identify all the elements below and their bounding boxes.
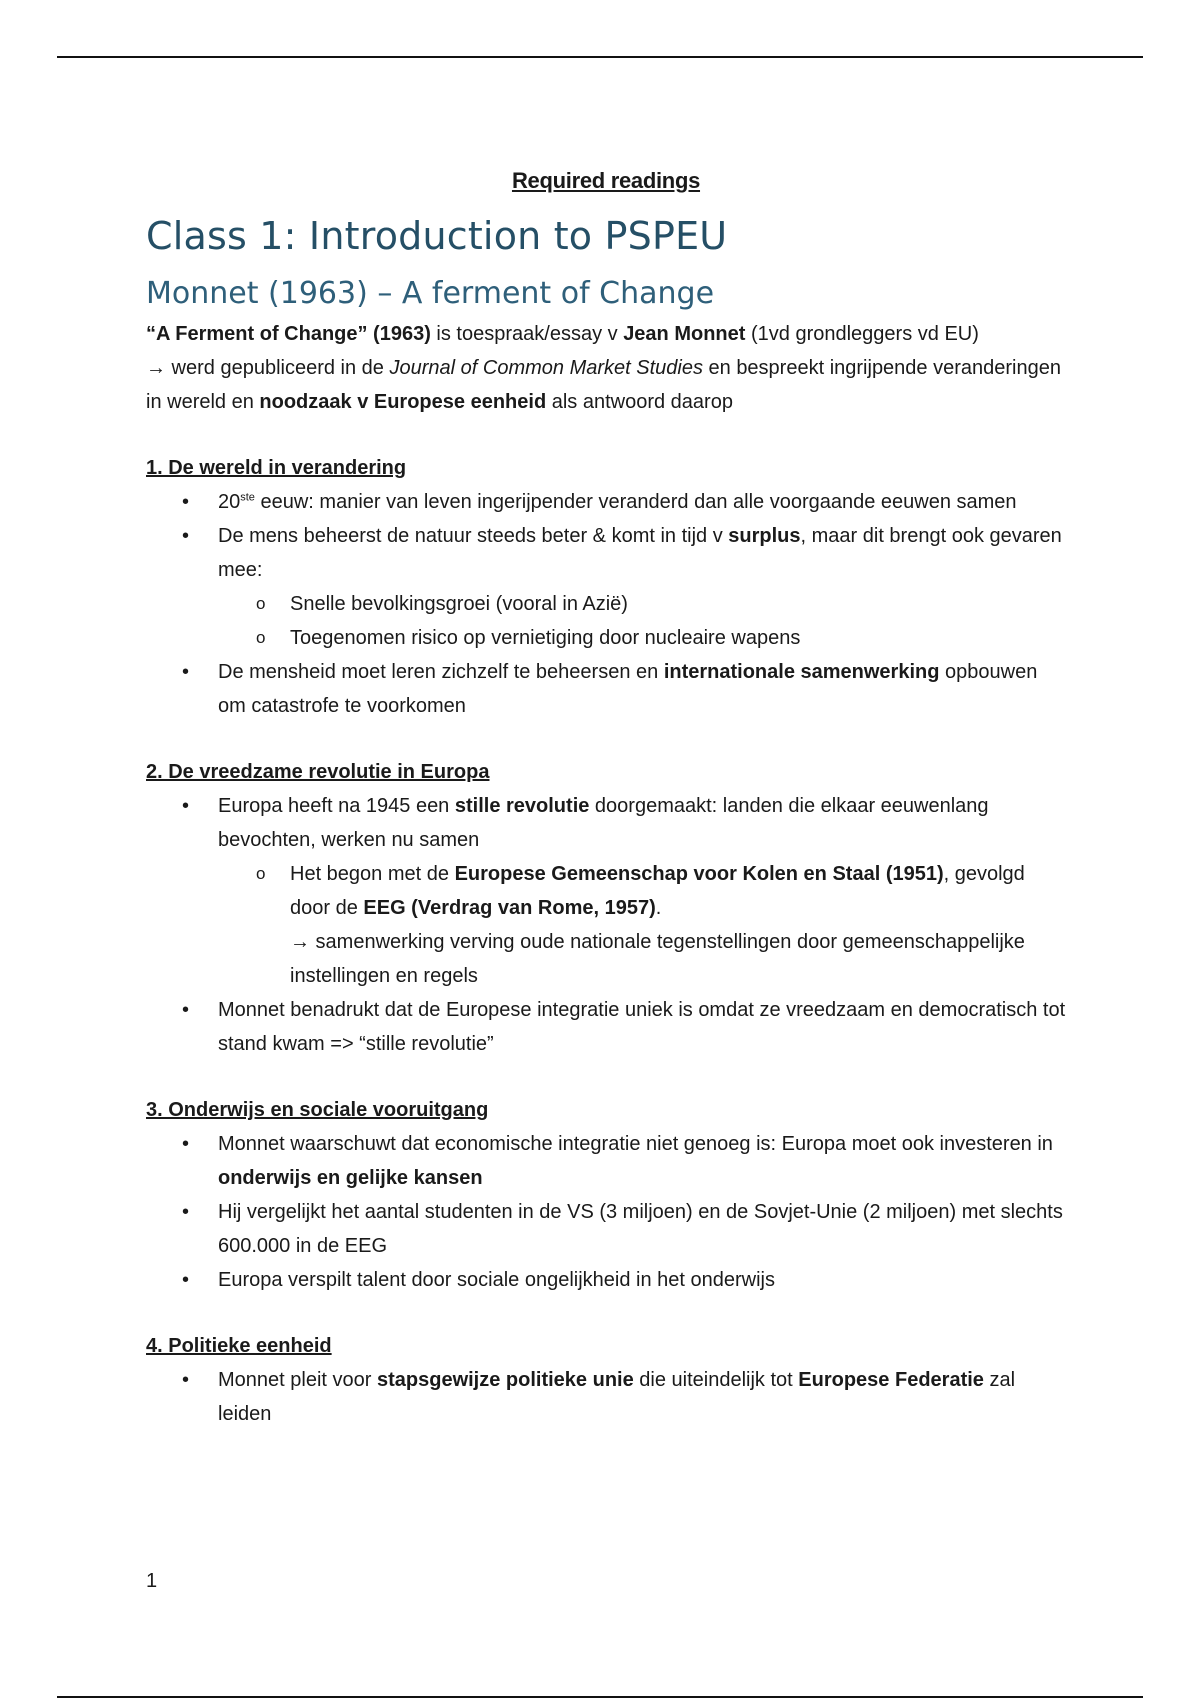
list-text: opbouwen om catastrofe te voorkomen bbox=[218, 661, 1038, 717]
list-bold: EEG (Verdrag van Rome, 1957) bbox=[363, 897, 656, 919]
sub-list-item: o Snelle bevolkingsgroei (vooral in Azië) bbox=[218, 587, 1066, 621]
list-item bbox=[146, 519, 1066, 655]
list-text: Monnet pleit voor bbox=[218, 1369, 377, 1391]
list-text: . bbox=[655, 897, 662, 919]
intro-text: is toespraak/essay v bbox=[430, 323, 624, 345]
document-title: Required readings bbox=[511, 168, 701, 193]
list-item: • Monnet benadrukt dat de Europese integratie uniek is omdat ze vreedzaam en democratisch tot stand kwam => “stille revolutie” bbox=[146, 993, 1066, 1061]
reading-heading: Monnet (1963) – A ferment of Change bbox=[146, 276, 715, 311]
list-text: eeuw: manier van leven ingerijpender veranderd dan alle voorgaande eeuwen samen bbox=[254, 491, 1017, 513]
intro-bold: “A Ferment of Change” (1963) bbox=[146, 323, 431, 345]
sub-list bbox=[218, 857, 1066, 993]
intro-text: → werd gepubliceerd in de bbox=[146, 357, 390, 379]
list-text: Monnet waarschuwt dat economische integratie niet genoeg is: Europa moet ook investeren in bbox=[218, 1133, 1053, 1155]
sub-list bbox=[218, 587, 1066, 655]
sub-list-item bbox=[218, 857, 1066, 993]
list-item bbox=[146, 655, 1066, 723]
list-text: zal leiden bbox=[218, 1369, 1016, 1425]
list-bold: onderwijs en gelijke kansen bbox=[218, 1167, 483, 1189]
bullet-list bbox=[146, 1127, 1066, 1297]
list-item bbox=[146, 485, 1066, 519]
intro-text: (1vd grondleggers vd EU) bbox=[745, 323, 979, 345]
list-text: , gevolgd door de bbox=[290, 863, 1025, 919]
sub-list-item: o Toegenomen risico op vernietiging door nucleaire wapens bbox=[218, 621, 1066, 655]
list-text: → samenwerking verving oude nationale tegenstellingen door gemeenschappelijke instellingen en regels bbox=[290, 931, 1025, 987]
superscript: ste bbox=[240, 491, 255, 504]
list-item: • Hij vergelijkt het aantal studenten in de VS (3 miljoen) en de Sovjet-Unie (2 miljoen) met slechts 600.000 in de EEG bbox=[146, 1195, 1066, 1263]
list-bold: surplus bbox=[728, 525, 801, 547]
intro-bold: Jean Monnet bbox=[623, 323, 746, 345]
list-bold: Europese Federatie bbox=[798, 1369, 984, 1391]
page-number: 1 bbox=[146, 1570, 158, 1592]
intro-bold: noodzaak v Europese eenheid bbox=[259, 391, 547, 413]
class-heading: Class 1: Introduction to PSPEU bbox=[146, 214, 728, 258]
list-text: Europa heeft na 1945 een bbox=[218, 795, 455, 817]
list-text: De mens beheerst de natuur steeds beter & komt in tijd v bbox=[218, 525, 729, 547]
list-item bbox=[146, 1127, 1066, 1195]
list-text: doorgemaakt: landen die elkaar eeuwenlang bevochten, werken nu samen bbox=[218, 795, 989, 851]
intro-text: als antwoord daarop bbox=[546, 391, 733, 413]
intro-text: en bespreekt ingrijpende veranderingen in wereld en bbox=[146, 357, 1061, 413]
list-text: 20 bbox=[218, 491, 241, 513]
header-rule bbox=[57, 56, 1143, 58]
list-bold: internationale samenwerking bbox=[663, 661, 940, 683]
list-item bbox=[146, 789, 1066, 993]
list-item: • Europa verspilt talent door sociale ongelijkheid in het onderwijs bbox=[146, 1263, 1066, 1297]
document-page bbox=[146, 168, 1066, 1431]
list-item bbox=[146, 1363, 1066, 1431]
section-heading: 3. Onderwijs en sociale vooruitgang bbox=[146, 1099, 489, 1121]
bullet-list bbox=[146, 485, 1066, 723]
section-heading: 1. De wereld in verandering bbox=[146, 457, 407, 479]
intro-italic: Journal of Common Market Studies bbox=[389, 357, 703, 379]
list-bold: stapsgewijze politieke unie bbox=[376, 1369, 634, 1391]
bullet-list bbox=[146, 1363, 1066, 1431]
bullet-list bbox=[146, 789, 1066, 1061]
section-heading: 4. Politieke eenheid bbox=[146, 1335, 332, 1357]
footer-rule bbox=[57, 1696, 1143, 1698]
section-heading: 2. De vreedzame revolutie in Europa bbox=[146, 761, 490, 783]
list-text: Het begon met de bbox=[290, 863, 455, 885]
list-bold: stille revolutie bbox=[454, 795, 590, 817]
list-text: die uiteindelijk tot bbox=[633, 1369, 799, 1391]
intro-paragraph bbox=[146, 317, 1066, 419]
list-bold: Europese Gemeenschap voor Kolen en Staal (1951) bbox=[454, 863, 944, 885]
list-text: De mensheid moet leren zichzelf te beheersen en bbox=[218, 661, 664, 683]
list-text: , maar dit brengt ook gevaren mee: bbox=[218, 525, 1062, 581]
